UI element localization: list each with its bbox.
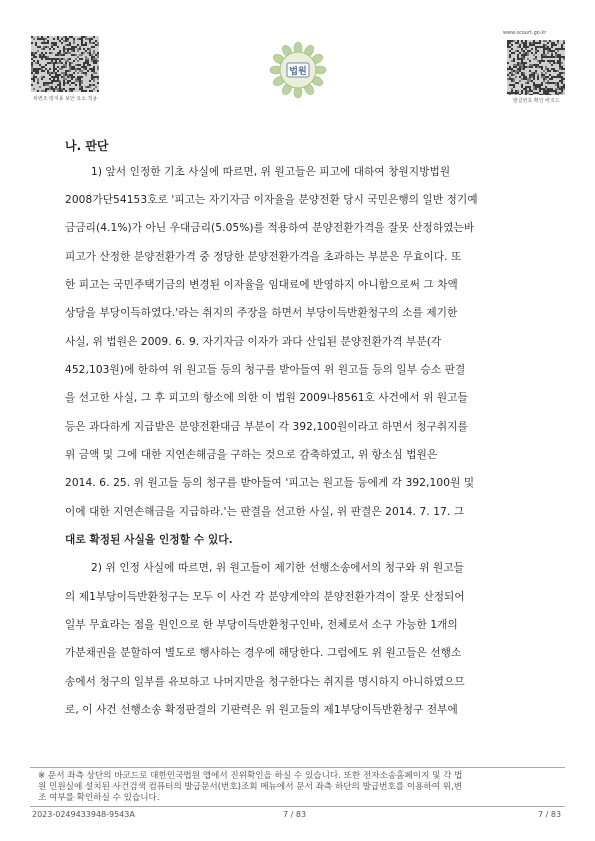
body-line: 상당을 부당이득하였다.'라는 취지의 주장을 하면서 부당이득반환청구의 소를 제기한 xyxy=(65,307,458,319)
right-barcode-caption: 발급번호 확인 바코드 xyxy=(513,98,560,104)
page-number-center: 7 / 83 xyxy=(283,810,307,819)
footer-notice-line: ※ 문서 좌측 상단의 바코드로 대한민국법원 앱에서 진위확인을 하실 수 있습니다. 또한 전자소송홈페이지 및 각 법 xyxy=(38,771,463,781)
section-heading: 나. 판단 xyxy=(65,139,109,153)
footer-divider-top xyxy=(30,767,565,768)
body-line: 을 선고한 사실, 그 후 피고의 항소에 의한 이 법원 2009나8561호 사건에서 위 원고들 xyxy=(65,392,468,404)
body-line: 한 피고는 국민주택기금의 변경된 이자율을 임대료에 반영하지 아니함으로써 그 차액 xyxy=(65,279,458,291)
footer-divider-bottom xyxy=(30,806,565,807)
seal-icon xyxy=(267,39,329,101)
body-line: 452,103원)에 한하여 위 원고들 등의 청구를 받아들여 위 원고들 등의 일부 승소 판결 xyxy=(65,364,466,376)
left-barcode-caption: 위변조 방지용 보안 요소 적용 xyxy=(33,96,98,102)
document-number: 2023-0249433948-9543A xyxy=(32,810,135,819)
footer-notice-line: 원 민원실에 설치된 사건검색 컴퓨터의 발급문서(번호)조회 메뉴에서 문서 좌측 하단의 발급번호를 이용하여 위,변 xyxy=(38,782,463,792)
body-line: 이에 대한 지연손해금을 지급하라.'는 판결을 선고한 사실, 위 판결은 2014. 7. 17. 그 xyxy=(65,506,465,518)
body-line: 1) 앞서 인정한 기초 사실에 따르면, 위 원고들은 피고에 대하여 창원지방법원 xyxy=(91,166,451,178)
body-line: 2008가단54153호로 '피고는 자기자금 이자율을 분양전환 당시 국민은행의 일반 정기예 xyxy=(65,194,478,206)
body-line: 일부 무효라는 점을 원인으로 한 부당이득반환청구인바, 전체로서 소구 가능한 1개의 xyxy=(65,619,458,631)
right-barcode-url: www.scourt.go.kr xyxy=(503,30,547,36)
right-barcode-pattern xyxy=(507,40,565,95)
body-line: 위 금액 및 그에 대한 지연손해금을 구하는 것으로 감축하였고, 위 항소심 법원은 xyxy=(65,449,438,461)
court-seal-logo xyxy=(267,39,329,101)
body-line: 2014. 6. 25. 위 원고들 등의 청구를 받아들여 '피고는 원고들 등에게 각 392,100원 및 xyxy=(65,477,475,489)
page-number-right: 7 / 83 xyxy=(538,810,562,819)
body-line: 2) 위 인정 사실에 따르면, 위 원고들이 제기한 선행소송에서의 청구와 위 원고들 xyxy=(91,562,465,574)
left-barcode-pattern xyxy=(31,36,99,92)
body-line: 의 제1부당이득반환청구는 모두 이 사건 각 분양계약의 분양전환가격이 잘못 산정되어 xyxy=(65,591,465,603)
body-line: 금금리(4.1%)가 아닌 우대금리(5.05%)를 적용하여 분양전환가격을 잘못 산정하였는바 xyxy=(65,222,475,234)
body-line: 가분채권을 분할하여 별도로 행사하는 경우에 해당한다. 그럼에도 위 원고들은 선행소 xyxy=(65,647,462,659)
seal-text: 법원 xyxy=(289,67,307,77)
footer-notice-line: 조 여부를 확인하실 수 있습니다. xyxy=(38,793,160,803)
body-line: 로, 이 사건 선행소송 확정판결의 기판력은 위 원고들의 제1부당이득반환청구 전부에 xyxy=(65,704,458,716)
body-line: 대로 확정된 사실을 인정할 수 있다. xyxy=(65,534,233,546)
body-line: 등은 과다하게 지급받은 분양전환대금 부분이 각 392,100원이라고 하면서 청구취지를 xyxy=(65,421,468,433)
body-line: 사실, 위 법원은 2009. 6. 9. 자기자금 이자가 과다 산입된 분양전환가격 부분(각 xyxy=(65,336,442,348)
right-barcode xyxy=(507,40,565,95)
left-barcode xyxy=(31,36,99,92)
body-line: 송에서 청구의 일부를 유보하고 나머지만을 청구한다는 취지를 명시하지 아니하였으므 xyxy=(65,676,465,688)
body-line: 피고가 산정한 분양전환가격 중 정당한 분양전환가격을 초과하는 부분은 무효이다. 또 xyxy=(65,251,462,263)
